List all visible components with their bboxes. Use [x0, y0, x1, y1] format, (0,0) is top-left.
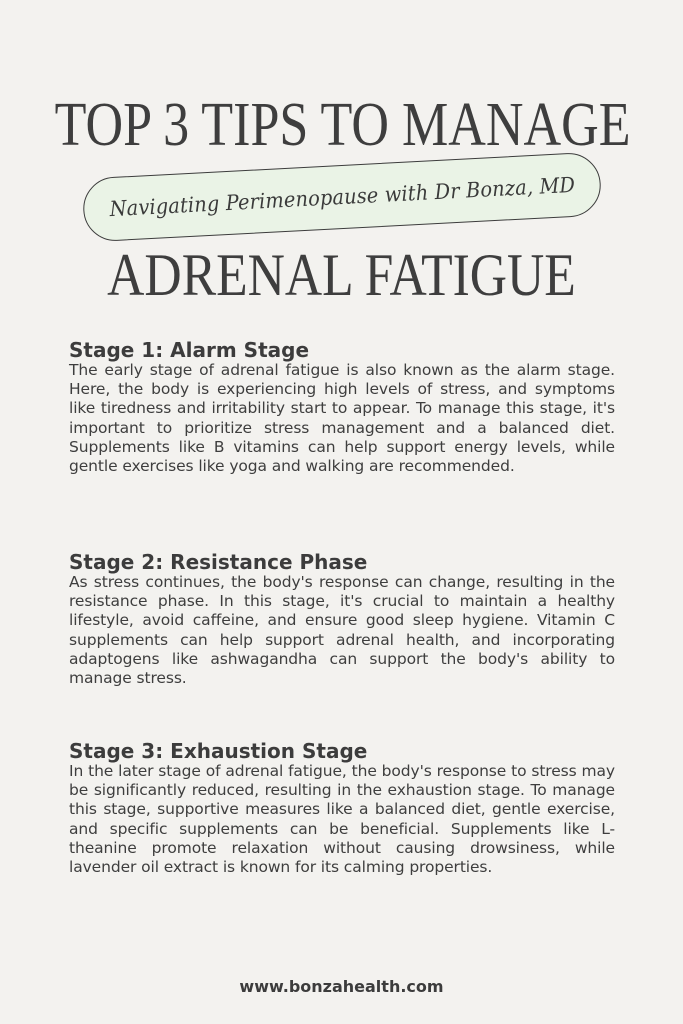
stage-1-heading: Stage 1: Alarm Stage: [69, 338, 310, 362]
subtitle-badge: [82, 151, 603, 242]
stage-2-heading: Stage 2: Resistance Phase: [69, 550, 368, 574]
stage-3-heading: Stage 3: Exhaustion Stage: [69, 739, 368, 763]
stage-3-section: [69, 740, 615, 877]
stage-3-body: In the later stage of adrenal fatigue, the body's response to stress may be significantly reduced, resulting in the exhaustion stage. To manage this stage, supportive measures like a balanced diet, gentle exercise, and specific supplements can be beneficial. Supplements like L-theanine promote relaxation without causing drowsiness, while lavender oil extract is known for its calming properties.: [69, 762, 615, 877]
stage-2-section: [69, 551, 615, 688]
stage-1-body: The early stage of adrenal fatigue is also known as the alarm stage. Here, the body is experiencing high levels of stress, and symptoms like tiredness and irritability start to appear. To manage this stage, it's important to prioritize stress management and a balanced diet. Supplements like B vitamins can help support energy levels, while gentle exercises like yoga and walking are recommended.: [69, 361, 615, 476]
subtitle-badge-text: Navigating Perimenopause with Dr Bonza, MD: [108, 172, 576, 222]
stage-2-body: As stress continues, the body's response can change, resulting in the resistance phase. In this stage, it's crucial to maintain a healthy lifestyle, avoid caffeine, and ensure good sleep hygiene. Vitamin C supplements can help support adrenal health, and incorporating adaptogens like ashwagandha can support the body's ability to manage stress.: [69, 573, 615, 688]
website-url[interactable]: www.bonzahealth.com: [239, 977, 444, 996]
title-line-1: TOP 3 TIPS TO MANAGE: [54, 91, 631, 159]
stage-1-section: [69, 339, 615, 476]
title-line-2: ADRENAL FATIGUE: [107, 242, 576, 308]
